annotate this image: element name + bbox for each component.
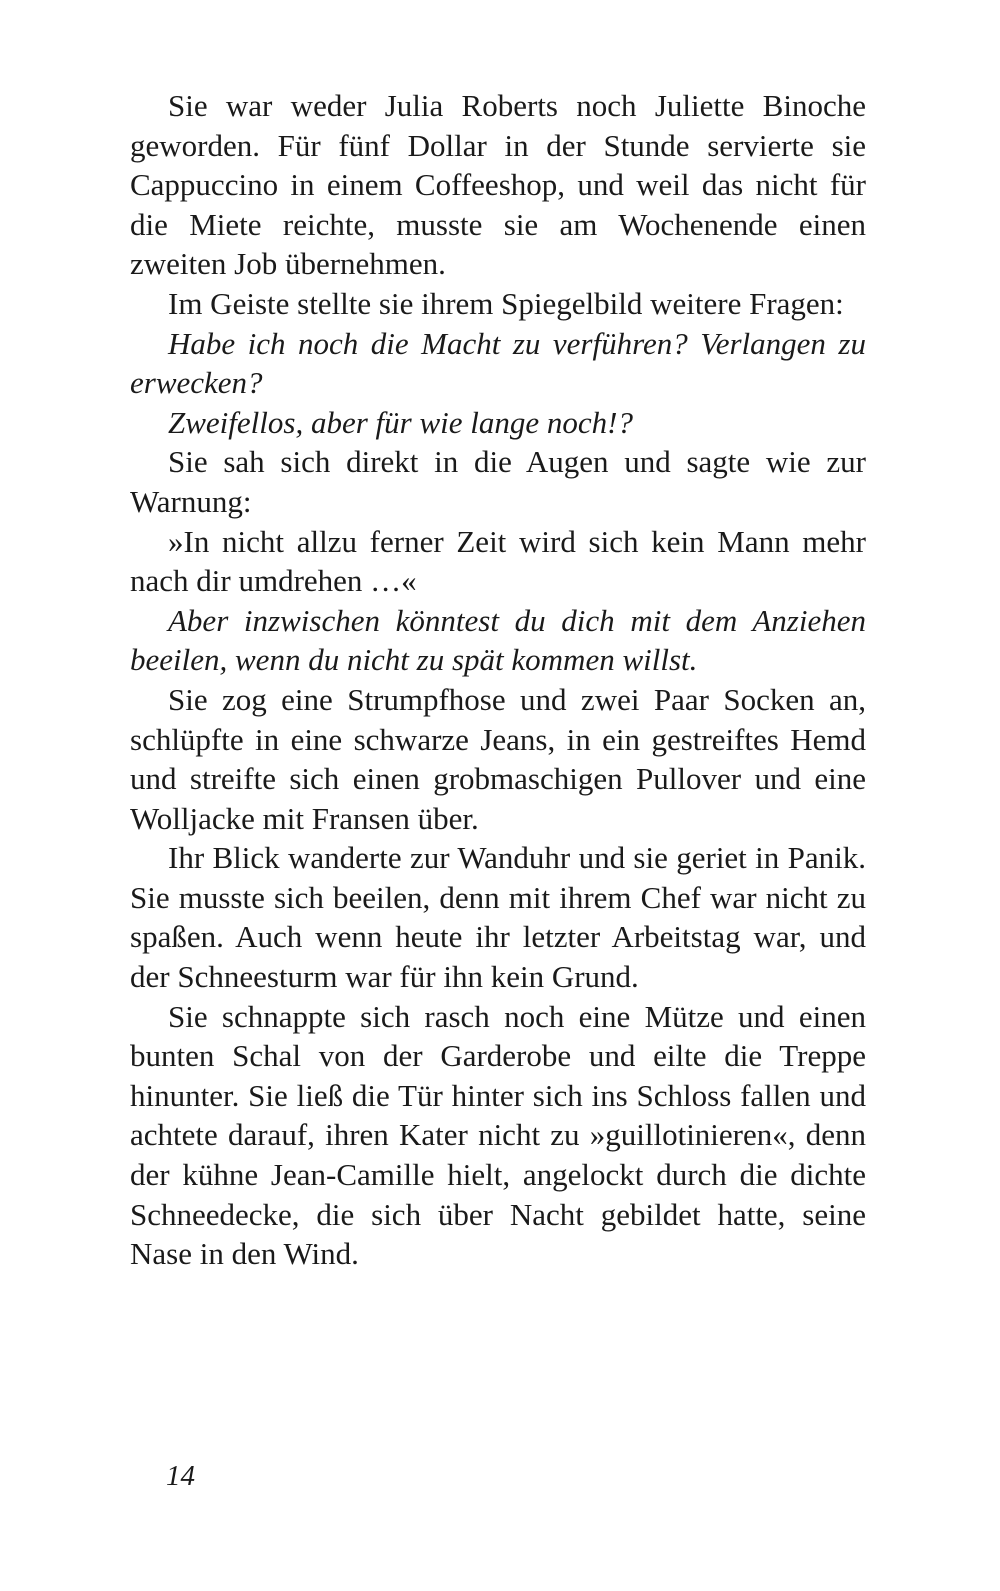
paragraph-4-italic: Zweifellos, aber für wie lange noch!? [168, 404, 633, 440]
paragraph-8: Sie zog eine Strumpfhose und zwei Paar Socken an, schlüpfte in eine schwarze Jeans, in ein gestreiftes Hemd und streifte sich einen grobmaschigen Pullover und eine Wolljacke mit Fransen über. [130, 681, 866, 836]
page-number: 14 [166, 1460, 195, 1492]
paragraph-10: Sie schnappte sich rasch noch eine Mütze und einen bunten Schal von der Garderobe und eilte die Treppe hinunter. Sie ließ die Tür hinter sich ins Schloss fallen und achtete darauf, ihren Kater nicht zu »guillotinieren«, denn der kühne Jean-Camille hielt, angelockt durch die dichte Schneedecke, die sich über Nacht gebildet hatte, seine Nase in den Wind. [130, 998, 866, 1272]
paragraph-9: Ihr Blick wanderte zur Wanduhr und sie geriet in Panik. Sie musste sich beeilen, denn mit ihrem Chef war nicht zu spaßen. Auch wenn heute ihr letzter Arbeitstag war, und der Schneesturm war für ihn kein Grund. [130, 840, 866, 995]
page-body [130, 86, 866, 1274]
paragraph-3-italic: Habe ich noch die Macht zu verführen? Verlangen zu erwecken? [130, 325, 866, 401]
paragraph-6-quote: »In nicht allzu ferner Zeit wird sich kein Mann mehr nach dir umdrehen …« [130, 523, 866, 599]
paragraph-5: Sie sah sich direkt in die Augen und sagte wie zur Warnung: [130, 444, 866, 519]
paragraph-7-italic: Aber inzwischen könntest du dich mit dem Anziehen beeilen, wenn du nicht zu spät kommen willst. [130, 602, 866, 678]
paragraph-1: Sie war weder Julia Roberts noch Juliette Binoche geworden. Für fünf Dollar in der Stunde servierte sie Cappuccino in einem Coffeeshop, und weil das nicht für die Miete reichte, musste sie am Wochenende einen zweiten Job übernehmen. [130, 88, 866, 282]
paragraph-2: Im Geiste stellte sie ihrem Spiegelbild weitere Fragen: [168, 285, 844, 321]
